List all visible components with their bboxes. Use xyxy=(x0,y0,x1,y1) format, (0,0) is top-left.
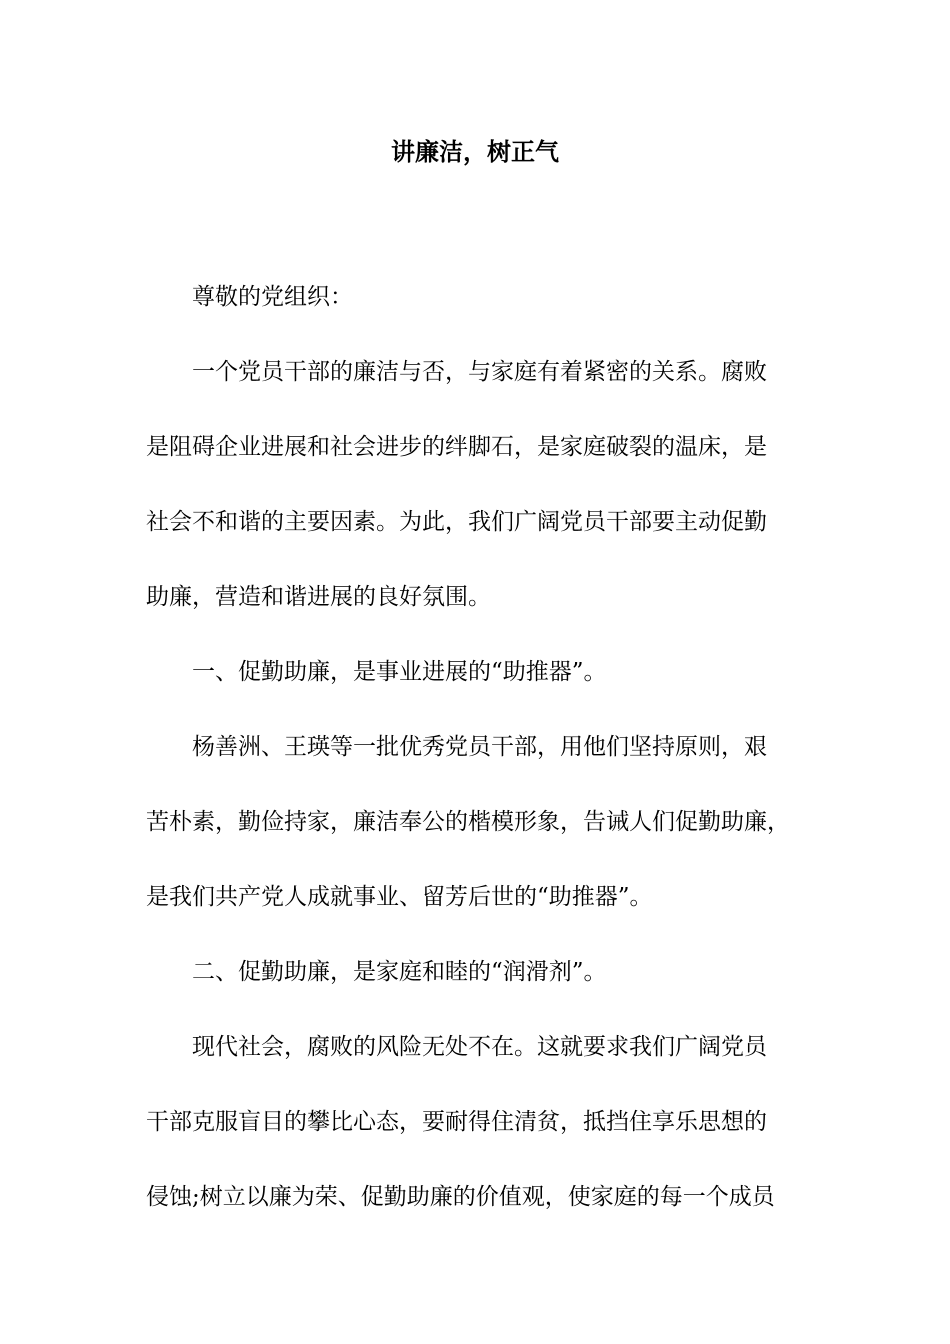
document-body xyxy=(146,260,826,1235)
paragraph-line: 侵蚀;树立以廉为荣、促勤助廉的价值观，使家庭的每一个成员 xyxy=(146,1184,775,1210)
paragraph-line: 是阻碍企业进展和社会进步的绊脚石，是家庭破裂的温床，是 xyxy=(146,434,767,460)
salutation-line: 尊敬的党组织： xyxy=(192,284,353,310)
paragraph-line: 是我们共产党人成就事业、留芳后世的“助推器”。 xyxy=(146,884,653,910)
paragraph-line: 社会不和谐的主要因素。为此，我们广阔党员干部要主动促勤 xyxy=(146,509,767,535)
section-heading-line: 一、促勤助廉，是事业进展的“助推器”。 xyxy=(192,659,607,685)
paragraph-line: 现代社会，腐败的风险无处不在。这就要求我们广阔党员 xyxy=(192,1034,767,1060)
document-title: 讲廉洁，树正气 xyxy=(391,137,559,166)
paragraph-line: 干部克服盲目的攀比心态，要耐得住清贫，抵挡住享乐思想的 xyxy=(146,1109,767,1135)
section-heading-line: 二、促勤助廉，是家庭和睦的“润滑剂”。 xyxy=(192,959,607,985)
paragraph-line: 苦朴素，勤俭持家，廉洁奉公的楷模形象，告诫人们促勤助廉， xyxy=(146,809,790,835)
paragraph-line: 助廉，营造和谐进展的良好氛围。 xyxy=(146,584,491,610)
paragraph-line: 杨善洲、王瑛等一批优秀党员干部，用他们坚持原则，艰 xyxy=(192,734,767,760)
paragraph-line: 一个党员干部的廉洁与否，与家庭有着紧密的关系。腐败 xyxy=(192,359,767,385)
